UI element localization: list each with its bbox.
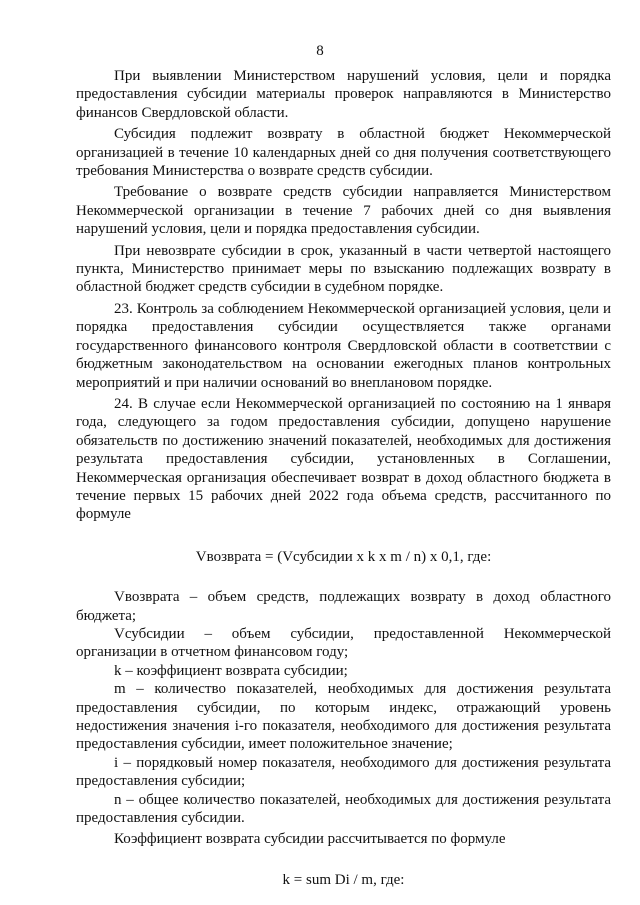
definition-m: m – количество показателей, необходимых для достижения результата предоставления субсидии, по которым индекс, отражающий уровень недостижения значения i-го показателя, необходимого для достижения результата предоставления субсидии, имеет положительное значение; [76,681,611,753]
paragraph-item-23: 23. Контроль за соблюдением Некоммерческой организацией условия, цели и порядка предоставления субсидии осуществляется также органами государственного финансового контроля Свердловской области в соответствии с бюджетным законодательством на основании ежегодных планов контрольных мероприятий и при наличии оснований во внеплановом порядке. [76,300,611,391]
paragraph-item-24: 24. В случае если Некоммерческой организацией по состоянию на 1 января года, следующего за годом предоставления субсидии, допущено нарушение обязательств по достижению значений показателей, необходимых для достижения результата предоставления субсидии, установленных в Соглашении, Некоммерческая организация обеспечивает возврат в доход областного бюджета в течение первых 15 рабочих дней 2022 года объема средств, рассчитанного по формуле [76,395,611,523]
paragraph: При выявлении Министерством нарушений условия, цели и порядка предоставления субсидии материалы проверок направляются в Министерство финансов Свердловской области. [76,68,611,121]
coefficient-intro: Коэффициент возврата субсидии рассчитывается по формуле [114,831,506,848]
definition-n: n – общее количество показателей, необходимых для достижения результата предоставления субсидии. [76,791,611,827]
definition-v-return: Vвозврата – объем средств, подлежащих возврату в доход областного бюджета; [76,589,611,624]
definition-i: i – порядковый номер показателя, необходимого для достижения результата предоставления субсидии; [76,754,611,790]
paragraph: Требование о возврате средств субсидии направляется Министерством Некоммерческой организации в течение 7 рабочих дней со дня выявления нарушений условия, цели и порядка предоставления субсидии. [76,184,611,238]
definition-k: k – коэффициент возврата субсидии; [114,662,348,679]
page-number: 8 [316,43,324,59]
paragraph: При невозврате субсидии в срок, указанный в части четвертой настоящего пункта, Министерство принимает меры по взысканию подлежащих возврату в областной бюджет средств субсидии в судебном порядке. [76,242,611,296]
definition-v-subsidy: Vсубсидии – объем субсидии, предоставленной Некоммерческой организации в отчетном финансовом году; [76,625,611,661]
formula-return-volume: Vвозврата = (Vсубсидии x k x m / n) x 0,1, где: [195,548,492,565]
paragraph: Субсидия подлежит возврату в областной бюджет Некоммерческой организацией в течение 10 календарных дней со дня получения соответствующего требования Министерства о возврате средств субсидии. [76,126,611,180]
formula-coefficient: k = sum Di / m, где: [282,871,405,888]
document-body [76,67,611,889]
